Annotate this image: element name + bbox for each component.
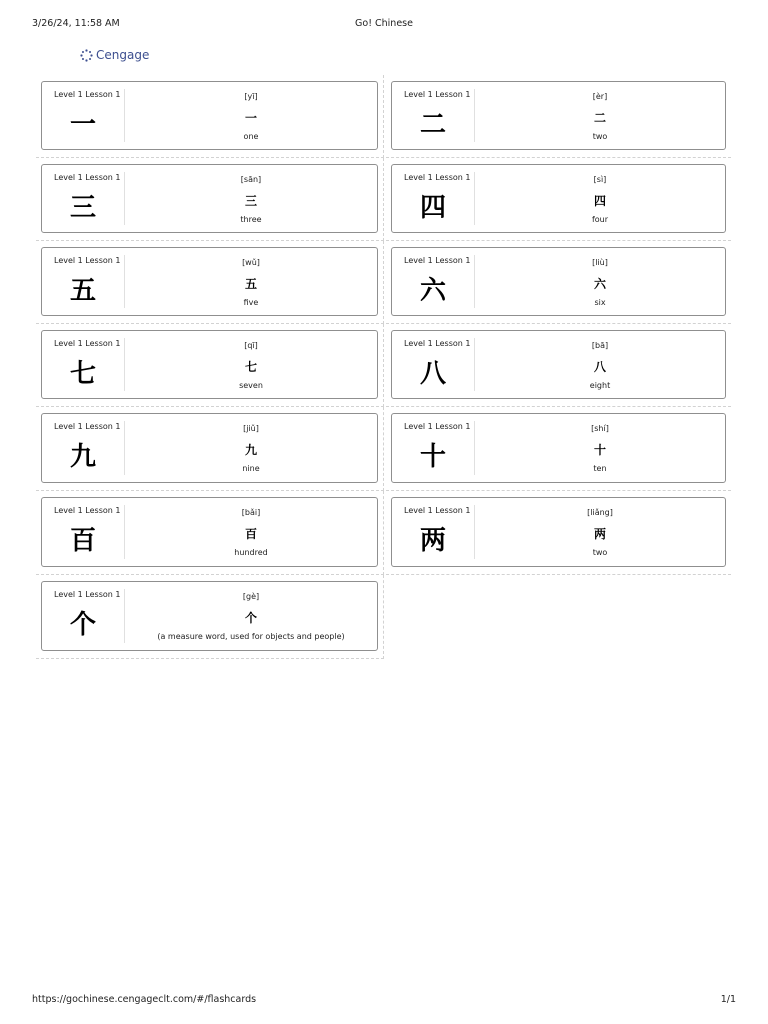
lesson-label: Level 1 Lesson 1 bbox=[54, 256, 121, 265]
card-back bbox=[125, 414, 377, 482]
character-large: 百 bbox=[69, 525, 96, 556]
print-title: Go! Chinese bbox=[355, 18, 413, 29]
lesson-label: Level 1 Lesson 1 bbox=[404, 90, 471, 99]
page-number: 1/1 bbox=[720, 994, 736, 1005]
print-date: 3/26/24, 11:58 AM bbox=[32, 18, 120, 29]
flashcard-grid bbox=[36, 75, 731, 659]
card-back bbox=[125, 165, 377, 232]
card-back bbox=[475, 498, 725, 566]
pinyin: [wǔ] bbox=[242, 258, 260, 267]
flashcard[interactable] bbox=[41, 413, 378, 483]
character-large: 六 bbox=[419, 275, 446, 306]
lesson-label: Level 1 Lesson 1 bbox=[404, 422, 471, 431]
character-small: 百 bbox=[244, 527, 257, 541]
meaning: three bbox=[240, 215, 262, 224]
flashcard-cell bbox=[36, 491, 384, 575]
pinyin: [liǎng] bbox=[587, 508, 613, 517]
flashcard-cell bbox=[36, 324, 384, 407]
meaning: (a measure word, used for objects and people) bbox=[157, 632, 345, 641]
lesson-label: Level 1 Lesson 1 bbox=[404, 506, 471, 515]
character-small: 两 bbox=[593, 527, 606, 541]
character-large: 九 bbox=[69, 441, 96, 472]
flashcard[interactable] bbox=[41, 247, 378, 316]
flashcard[interactable] bbox=[391, 497, 726, 567]
card-back bbox=[475, 414, 725, 482]
flashcard[interactable] bbox=[391, 164, 726, 233]
flashcard-cell bbox=[386, 491, 731, 575]
flashcard[interactable] bbox=[391, 413, 726, 483]
character-large: 一 bbox=[69, 109, 96, 140]
meaning: eight bbox=[589, 381, 611, 390]
pinyin: [liù] bbox=[592, 258, 608, 267]
pinyin: [bā] bbox=[591, 341, 609, 350]
card-back bbox=[475, 165, 725, 232]
meaning: two bbox=[592, 132, 608, 141]
pinyin: [bǎi] bbox=[241, 508, 261, 517]
meaning: two bbox=[592, 548, 608, 557]
character-large: 七 bbox=[69, 358, 96, 389]
character-small: 五 bbox=[244, 277, 257, 291]
card-back bbox=[125, 498, 377, 566]
flashcard[interactable] bbox=[41, 164, 378, 233]
flashcard-cell bbox=[36, 241, 384, 324]
character-small: 八 bbox=[593, 360, 606, 374]
lesson-label: Level 1 Lesson 1 bbox=[404, 256, 471, 265]
pinyin: [yī] bbox=[244, 92, 258, 101]
lesson-label: Level 1 Lesson 1 bbox=[404, 173, 471, 182]
character-large: 个 bbox=[69, 609, 96, 640]
pinyin: [sì] bbox=[593, 175, 607, 184]
card-back bbox=[475, 82, 725, 149]
cengage-logo-text: Cengage bbox=[96, 48, 150, 62]
lesson-label: Level 1 Lesson 1 bbox=[404, 339, 471, 348]
character-small: 七 bbox=[244, 360, 257, 374]
character-large: 十 bbox=[419, 441, 446, 472]
character-small: 九 bbox=[244, 443, 257, 457]
lesson-label: Level 1 Lesson 1 bbox=[54, 590, 121, 599]
print-footer bbox=[32, 994, 736, 1008]
cengage-logo bbox=[80, 46, 149, 64]
character-large: 四 bbox=[419, 192, 446, 223]
pinyin: [qī] bbox=[244, 341, 258, 350]
lesson-label: Level 1 Lesson 1 bbox=[54, 339, 121, 348]
flashcard-cell bbox=[36, 158, 384, 241]
meaning: seven bbox=[239, 381, 263, 390]
card-back bbox=[475, 248, 725, 315]
character-large: 两 bbox=[419, 525, 446, 556]
flashcard-cell bbox=[386, 241, 731, 324]
card-back bbox=[125, 331, 377, 398]
flashcard-cell bbox=[36, 575, 384, 659]
flashcard[interactable] bbox=[391, 330, 726, 399]
card-back bbox=[125, 582, 377, 650]
flashcard[interactable] bbox=[41, 330, 378, 399]
meaning: one bbox=[243, 132, 259, 141]
meaning: hundred bbox=[234, 548, 268, 557]
flashcard[interactable] bbox=[391, 247, 726, 316]
meaning: ten bbox=[593, 464, 607, 473]
flashcard[interactable] bbox=[41, 581, 378, 651]
meaning: nine bbox=[242, 464, 260, 473]
character-large: 八 bbox=[419, 358, 446, 389]
flashcard-cell bbox=[386, 158, 731, 241]
flashcard-cell bbox=[386, 75, 731, 158]
character-small: 六 bbox=[593, 277, 606, 291]
flashcard[interactable] bbox=[41, 497, 378, 567]
cengage-logo-icon bbox=[80, 49, 93, 62]
pinyin: [jiǔ] bbox=[243, 424, 259, 433]
lesson-label: Level 1 Lesson 1 bbox=[54, 173, 121, 182]
character-small: 一 bbox=[244, 111, 257, 125]
card-back bbox=[125, 248, 377, 315]
flashcard-cell bbox=[386, 324, 731, 407]
lesson-label: Level 1 Lesson 1 bbox=[54, 90, 121, 99]
lesson-label: Level 1 Lesson 1 bbox=[54, 506, 121, 515]
print-header bbox=[32, 18, 736, 32]
flashcard-cell bbox=[386, 407, 731, 491]
flashcard[interactable] bbox=[391, 81, 726, 150]
card-back bbox=[475, 331, 725, 398]
flashcard-cell bbox=[36, 75, 384, 158]
character-large: 三 bbox=[69, 192, 96, 223]
flashcard-cell bbox=[36, 407, 384, 491]
character-small: 十 bbox=[593, 443, 606, 457]
character-small: 三 bbox=[244, 194, 257, 208]
pinyin: [shí] bbox=[591, 424, 609, 433]
meaning: four bbox=[591, 215, 609, 224]
character-small: 二 bbox=[593, 111, 606, 125]
character-small: 个 bbox=[244, 611, 257, 625]
pinyin: [gè] bbox=[242, 592, 260, 601]
character-large: 二 bbox=[419, 109, 446, 140]
pinyin: [sān] bbox=[240, 175, 262, 184]
character-small: 四 bbox=[593, 194, 606, 208]
lesson-label: Level 1 Lesson 1 bbox=[54, 422, 121, 431]
flashcard[interactable] bbox=[41, 81, 378, 150]
pinyin: [èr] bbox=[592, 92, 608, 101]
character-large: 五 bbox=[69, 275, 96, 306]
page-url: https://gochinese.cengageclt.com/#/flashcards bbox=[32, 994, 257, 1005]
meaning: five bbox=[243, 298, 259, 307]
meaning: six bbox=[594, 298, 606, 307]
card-back bbox=[125, 82, 377, 149]
